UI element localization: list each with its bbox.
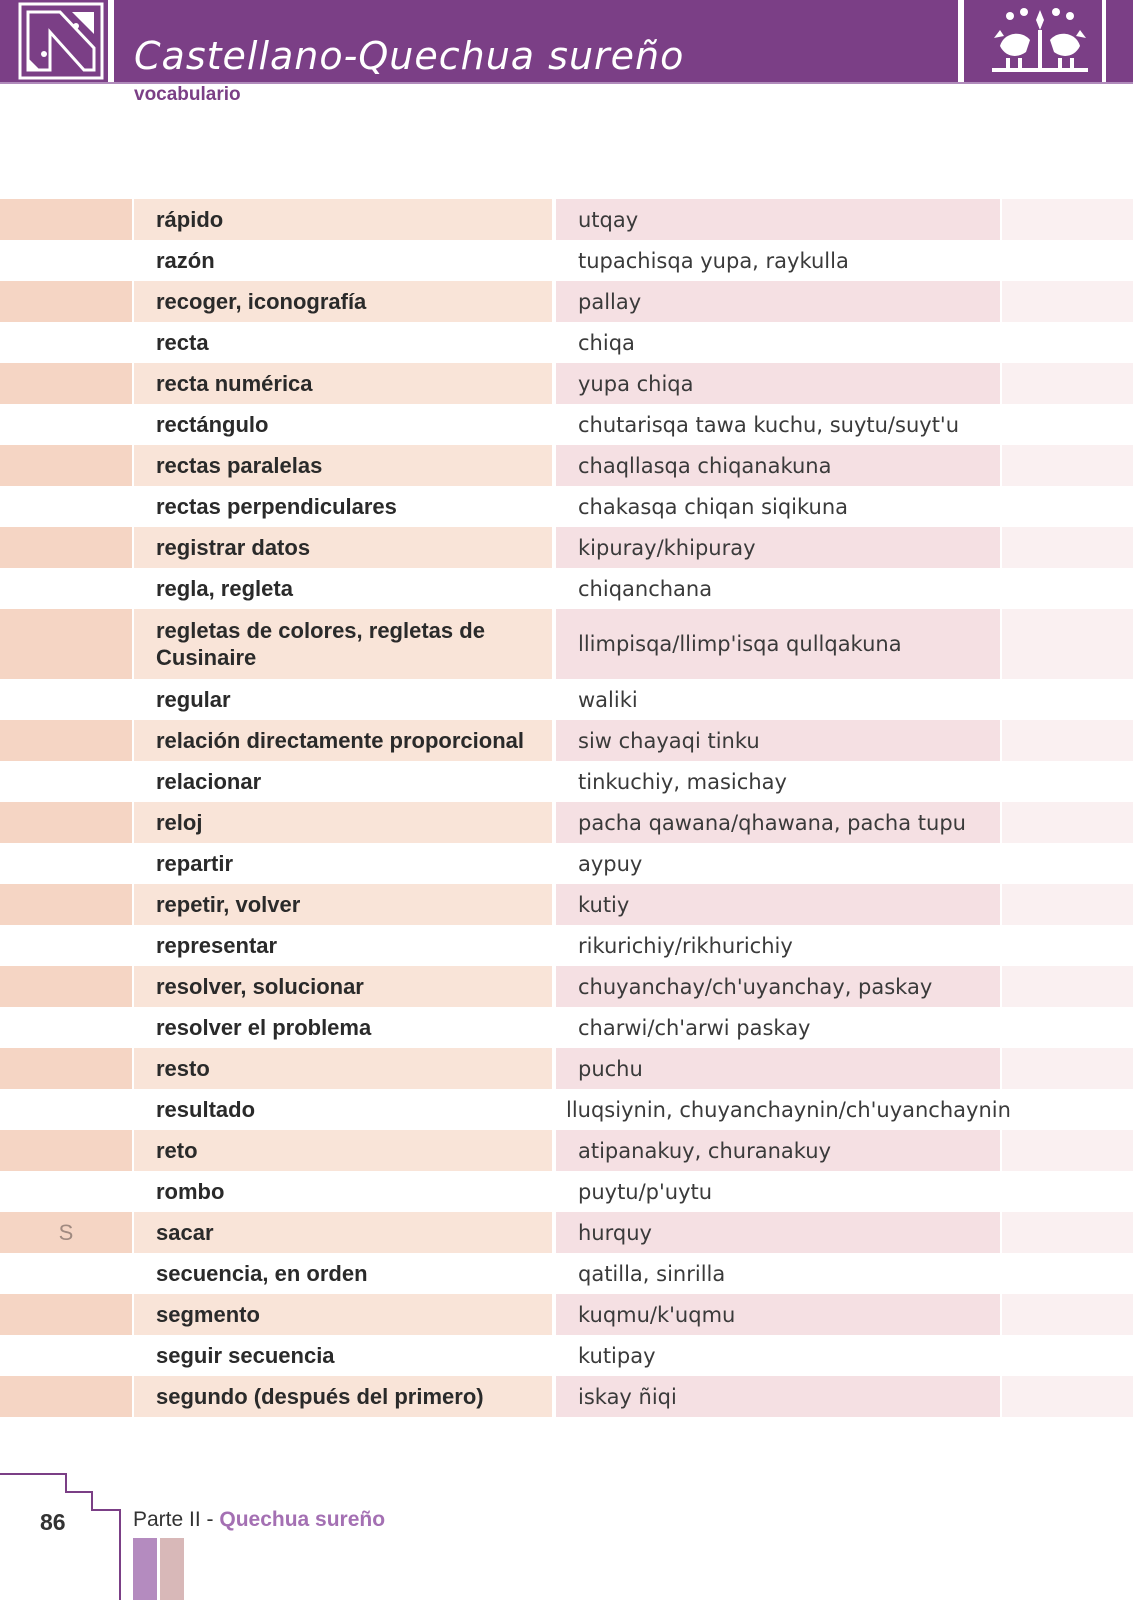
quechua-term: chuyanchay/ch'uyanchay, paskay <box>556 966 1000 1007</box>
vocab-row <box>0 1007 1133 1048</box>
spanish-term: relación directamente proporcional <box>134 720 552 761</box>
quechua-term: chiqanchana <box>578 576 713 601</box>
spanish-term: rectángulo <box>156 412 269 437</box>
section-letter <box>0 1335 132 1376</box>
section-letter <box>0 843 132 884</box>
section-letter <box>0 925 132 966</box>
section-letter <box>0 1253 132 1294</box>
quechua-term: iskay ñiqi <box>556 1376 1000 1417</box>
spanish-term: rápido <box>134 199 552 240</box>
row-tail <box>1002 720 1133 761</box>
row-tail <box>1002 966 1133 1007</box>
row-tail <box>1002 363 1133 404</box>
header-divider-left-inner <box>114 0 118 82</box>
vocab-row <box>0 240 1133 281</box>
spanish-term: representar <box>156 933 278 958</box>
spanish-term: repetir, volver <box>134 884 552 925</box>
row-tail <box>1002 925 1133 966</box>
spanish-term: rectas paralelas <box>134 445 552 486</box>
row-tail <box>1002 1089 1133 1130</box>
spanish-term: secuencia, en orden <box>156 1261 368 1286</box>
quechua-term: puytu/p'uytu <box>578 1179 713 1204</box>
quechua-term: aypuy <box>578 851 643 876</box>
birds-emblem-icon <box>970 0 1110 82</box>
quechua-term: kutiy <box>556 884 1000 925</box>
section-letter <box>0 281 132 322</box>
footer-part-label <box>133 1508 385 1532</box>
row-tail <box>1002 1130 1133 1171</box>
section-letter <box>0 322 132 363</box>
spanish-term: regletas de colores, regletas de Cusinaire <box>134 609 552 679</box>
section-letter <box>0 1294 132 1335</box>
vocab-row <box>0 720 1133 761</box>
row-tail <box>1002 281 1133 322</box>
spanish-term: regla, regleta <box>156 576 293 601</box>
vocabulary-table <box>0 199 1133 1417</box>
section-letter <box>0 568 132 609</box>
spanish-term: reto <box>134 1130 552 1171</box>
spanish-term: resto <box>134 1048 552 1089</box>
vocab-row <box>0 609 1133 679</box>
quechua-term: chakasqa chiqan siqikuna <box>578 494 849 519</box>
section-letter <box>0 240 132 281</box>
left-emblem <box>14 0 108 82</box>
section-letter <box>0 363 132 404</box>
vocab-row <box>0 679 1133 720</box>
vocab-row <box>0 486 1133 527</box>
section-letter <box>0 609 132 679</box>
quechua-term: kipuray/khipuray <box>556 527 1000 568</box>
section-letter <box>0 1048 132 1089</box>
spanish-term: recta <box>156 330 209 355</box>
quechua-term: charwi/ch'arwi paskay <box>578 1015 811 1040</box>
row-tail <box>1002 1048 1133 1089</box>
quechua-term: tinkuchiy, masichay <box>578 769 787 794</box>
row-tail <box>1002 679 1133 720</box>
vocab-row <box>0 843 1133 884</box>
footer-bar-rose <box>160 1538 184 1600</box>
section-letter <box>0 404 132 445</box>
section-letter: S <box>0 1212 132 1253</box>
row-tail <box>1002 445 1133 486</box>
vocab-row <box>0 761 1133 802</box>
row-tail <box>1002 527 1133 568</box>
spanish-term: repartir <box>156 851 234 876</box>
vocab-row <box>0 568 1133 609</box>
vocab-row <box>0 966 1133 1007</box>
vocab-row <box>0 1253 1133 1294</box>
quechua-term: chiqa <box>578 330 635 355</box>
vocab-row <box>0 199 1133 240</box>
row-tail <box>1002 404 1133 445</box>
section-letter <box>0 679 132 720</box>
section-letter <box>0 527 132 568</box>
quechua-term: rikurichiy/rikhurichiy <box>578 933 793 958</box>
vocab-row <box>0 322 1133 363</box>
quechua-term: hurquy <box>556 1212 1000 1253</box>
row-tail <box>1002 1171 1133 1212</box>
quechua-term: tupachisqa yupa, raykulla <box>578 248 849 273</box>
quechua-term: waliki <box>578 687 638 712</box>
spanish-term: rombo <box>156 1179 225 1204</box>
quechua-term: siw chayaqi tinku <box>556 720 1000 761</box>
quechua-term: yupa chiqa <box>556 363 1000 404</box>
row-tail <box>1002 1253 1133 1294</box>
quechua-term: qatilla, sinrilla <box>578 1261 726 1286</box>
vocab-row <box>0 1048 1133 1089</box>
row-tail <box>1002 486 1133 527</box>
section-letter <box>0 1376 132 1417</box>
row-tail <box>1002 240 1133 281</box>
row-tail <box>1002 884 1133 925</box>
quechua-term: atipanakuy, churanakuy <box>556 1130 1000 1171</box>
section-letter <box>0 1130 132 1171</box>
section-letter <box>0 199 132 240</box>
vocab-row <box>0 1376 1133 1417</box>
vocab-row <box>0 1089 1133 1130</box>
vocab-row <box>0 1171 1133 1212</box>
spanish-term: sacar <box>134 1212 552 1253</box>
section-letter <box>0 1171 132 1212</box>
spanish-term: reloj <box>134 802 552 843</box>
row-tail <box>1002 1376 1133 1417</box>
vocab-row <box>0 527 1133 568</box>
footer-bar-purple <box>133 1538 157 1600</box>
row-tail <box>1002 1212 1133 1253</box>
spanish-term: resolver el problema <box>156 1015 372 1040</box>
quechua-term: puchu <box>556 1048 1000 1089</box>
row-tail <box>1002 1294 1133 1335</box>
quechua-term: lluqsiynin, chuyanchaynin/ch'uyanchaynin <box>566 1097 1011 1122</box>
row-tail <box>1002 802 1133 843</box>
right-emblem <box>970 0 1110 82</box>
quechua-term: pacha qawana/qhawana, pacha tupu <box>556 802 1000 843</box>
section-letter <box>0 884 132 925</box>
vocab-row <box>0 1212 1133 1253</box>
section-letter <box>0 720 132 761</box>
spanish-term: relacionar <box>156 769 262 794</box>
vocab-row <box>0 802 1133 843</box>
row-tail <box>1002 1335 1133 1376</box>
quechua-term: chaqllasqa chiqanakuna <box>556 445 1000 486</box>
footer-part-prefix: Parte II - <box>133 1508 220 1531</box>
vocab-row <box>0 281 1133 322</box>
spanish-term: rectas perpendiculares <box>156 494 397 519</box>
vocab-row <box>0 884 1133 925</box>
section-letter <box>0 966 132 1007</box>
quechua-term: pallay <box>556 281 1000 322</box>
spanish-term: registrar datos <box>134 527 552 568</box>
vocab-row <box>0 1130 1133 1171</box>
vocab-row <box>0 1294 1133 1335</box>
section-letter <box>0 1089 132 1130</box>
page-subtitle: vocabulario <box>134 84 241 105</box>
spanish-term: resolver, solucionar <box>134 966 552 1007</box>
spanish-term: seguir secuencia <box>156 1343 335 1368</box>
quechua-term: kuqmu/k'uqmu <box>556 1294 1000 1335</box>
quechua-term: kutipay <box>578 1343 656 1368</box>
vocab-row <box>0 363 1133 404</box>
vocab-row <box>0 1335 1133 1376</box>
section-letter <box>0 1007 132 1048</box>
spanish-term: segundo (después del primero) <box>134 1376 552 1417</box>
section-letter <box>0 761 132 802</box>
section-letter <box>0 486 132 527</box>
row-tail <box>1002 761 1133 802</box>
vocab-row <box>0 925 1133 966</box>
footer-part-name: Quechua sureño <box>219 1508 386 1531</box>
row-tail <box>1002 322 1133 363</box>
quechua-term: utqay <box>556 199 1000 240</box>
row-tail <box>1002 843 1133 884</box>
spanish-term: regular <box>156 687 231 712</box>
spanish-term: recoger, iconografía <box>134 281 552 322</box>
row-tail <box>1002 609 1133 679</box>
row-tail <box>1002 1007 1133 1048</box>
spanish-term: resultado <box>156 1097 256 1122</box>
spanish-term: razón <box>156 248 215 273</box>
quechua-term: llimpisqa/llimp'isqa qullqakuna <box>556 609 1000 679</box>
spanish-term: recta numérica <box>134 363 552 404</box>
row-tail <box>1002 568 1133 609</box>
page-number: 86 <box>40 1509 66 1535</box>
section-letter <box>0 445 132 486</box>
spanish-term: segmento <box>134 1294 552 1335</box>
geometric-emblem-icon <box>14 0 108 82</box>
page-title: Castellano-Quechua sureño <box>134 34 685 78</box>
row-tail <box>1002 199 1133 240</box>
vocab-row <box>0 445 1133 486</box>
section-letter <box>0 802 132 843</box>
quechua-term: chutarisqa tawa kuchu, suytu/suyt'u <box>578 412 960 437</box>
vocab-row <box>0 404 1133 445</box>
